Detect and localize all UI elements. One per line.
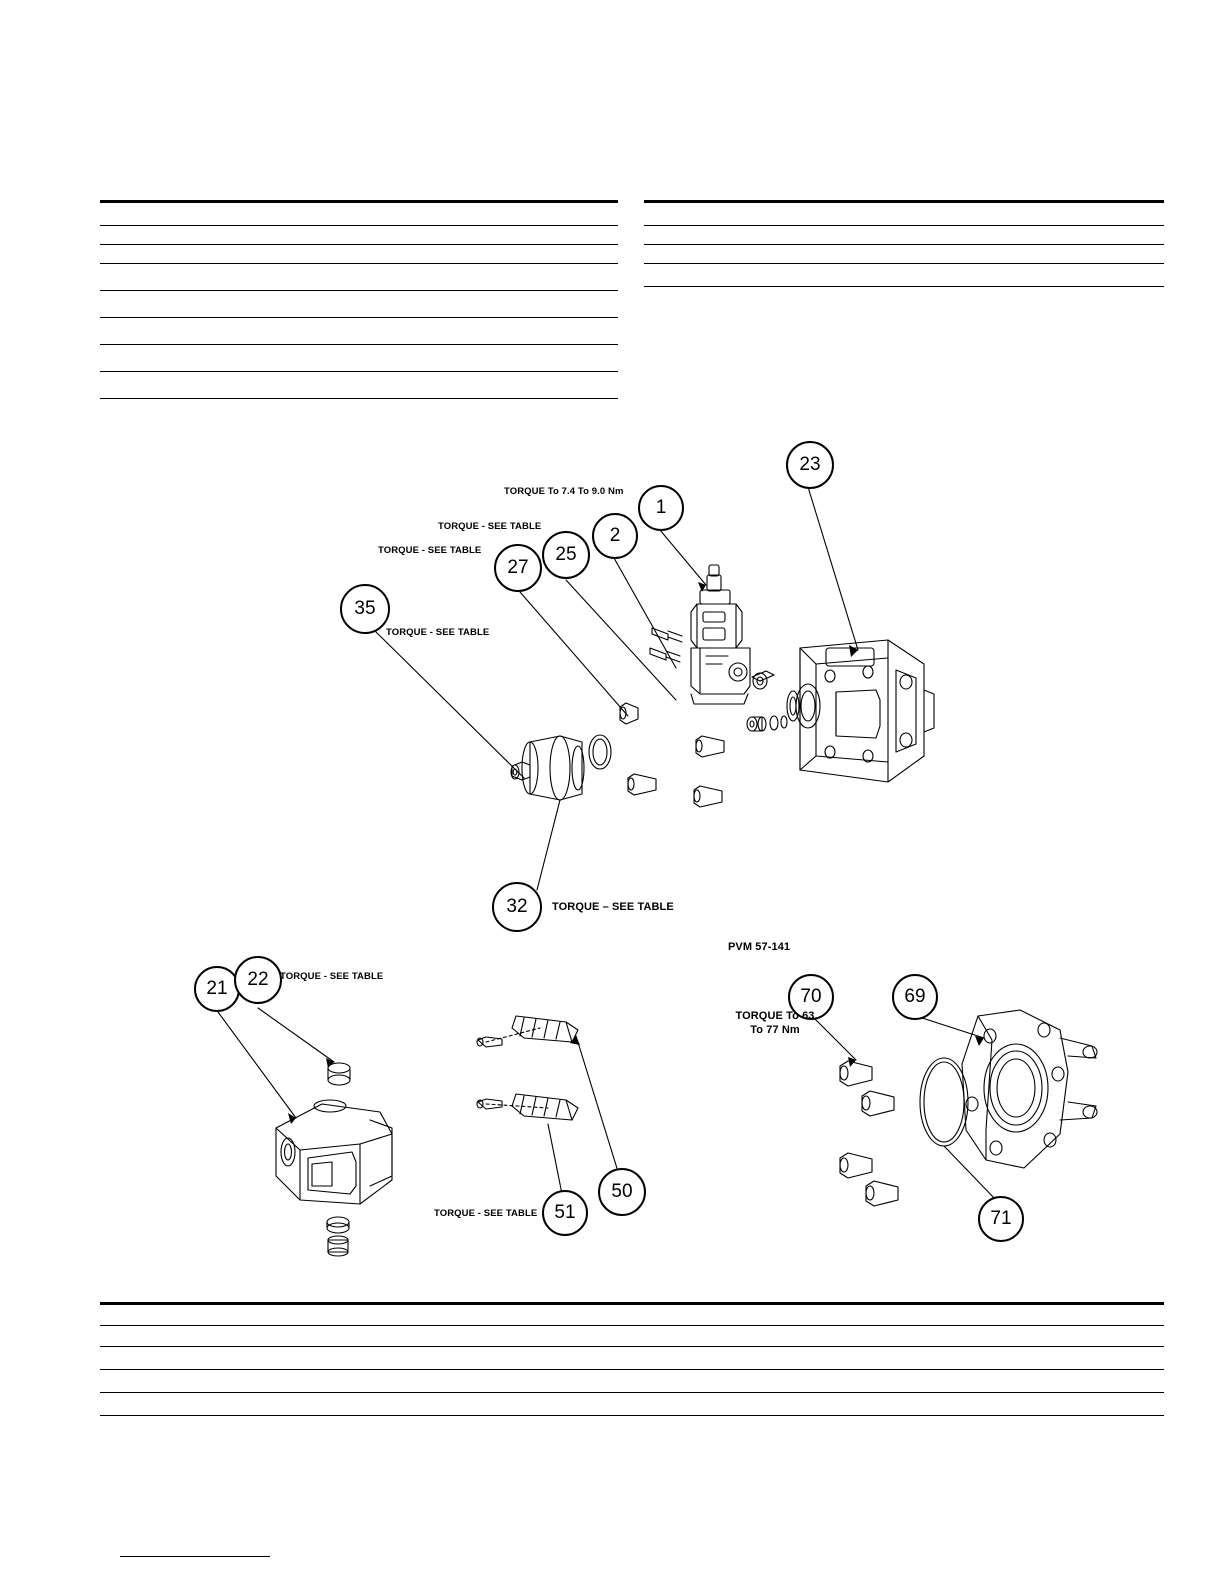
part-screw [620,703,638,724]
table-row [100,291,618,317]
leader-line [576,1036,620,1178]
table-row [644,203,1164,225]
callout-23 [786,441,834,489]
table-bottom-border [100,398,618,399]
note-torque-see-table-25: TORQUE - SEE TABLE [438,521,542,532]
leader-line [548,1124,562,1194]
callout-label: 50 [611,1181,633,1202]
callout-label: 32 [506,896,528,917]
table-row [100,372,618,398]
callout-2 [592,513,638,559]
callout-1 [638,485,684,531]
table-bottom-border [100,1415,1164,1416]
callout-label: 71 [990,1208,1012,1229]
callout-label: 2 [609,525,621,546]
part-screw [628,774,656,795]
part-bolt-70 [866,1181,898,1206]
note-torque-see-table-35: TORQUE - SEE TABLE [386,627,490,638]
part-end-cover-69 [962,1010,1097,1168]
note-torque-see-table-32: TORQUE – SEE TABLE [552,901,674,913]
part-housing-23 [787,640,934,782]
leader-line [614,558,676,668]
part-o-ring [589,735,611,769]
part-retainer-50 [512,1016,578,1042]
leader-line [258,1008,334,1062]
table-row [644,245,1164,263]
callout-label: 23 [799,454,821,475]
part-control-valve [691,565,767,704]
note-torque-63-to-77: TORQUE To 63 To 77 Nm [735,1010,815,1036]
callout-label: 70 [800,986,822,1007]
part-o-ring-71 [920,1058,968,1146]
callout-21 [194,966,240,1012]
callout-32 [492,882,542,932]
table-row [644,264,1164,286]
table-row [644,226,1164,244]
callout-label: 1 [655,497,667,518]
note-torque-7-4-to-9-0: TORQUE To 7.4 To 9.0 Nm [504,486,624,497]
part-washer-22 [328,1063,350,1085]
table-row [100,1326,1164,1346]
table-bottom-border [644,286,1164,287]
top-left-table [100,200,618,399]
table-row [100,1305,1164,1325]
leader-line [520,592,628,716]
bottom-table [100,1302,1164,1416]
part-pin-51 [477,1099,502,1109]
leader-line [374,630,524,778]
part-screw [694,786,722,807]
part-bolt-70 [862,1091,894,1116]
callout-35 [340,584,390,634]
leader-line [944,1146,996,1200]
part-bolt-70 [840,1153,872,1178]
callout-71 [978,1196,1024,1242]
part-retainer-51 [512,1094,578,1120]
note-torque-see-table-22: TORQUE - SEE TABLE [280,971,384,982]
part-housing-21 [276,1100,392,1256]
part-screw [650,648,680,662]
callout-label: 22 [247,969,269,990]
leader-line [486,1104,548,1108]
table-row [100,345,618,371]
callout-label: 27 [507,557,529,578]
callout-label: 51 [554,1202,576,1223]
top-right-table [644,200,1164,287]
callout-label: 35 [354,598,376,619]
callout-50 [598,1168,646,1216]
part-washer [747,716,787,731]
table-row [100,226,618,244]
table-row [100,245,618,263]
part-bolt-70 [840,1061,872,1086]
table-row [100,318,618,344]
leader-line [566,580,676,700]
callout-25 [542,531,590,579]
callout-label: 69 [904,986,926,1007]
callout-51 [542,1190,588,1236]
leader-line [537,800,560,890]
table-row [100,264,618,290]
callout-27 [494,544,542,592]
callout-22 [234,956,282,1004]
part-screw [696,736,724,757]
callout-label: 21 [206,978,228,999]
table-row [100,1393,1164,1415]
table-row [100,1347,1164,1369]
leader-line [660,530,706,585]
table-row [100,1370,1164,1392]
note-model-pvm-57-141: PVM 57-141 [728,941,791,953]
part-plug-cap [511,736,584,800]
note-torque-see-table-51: TORQUE - SEE TABLE [434,1208,538,1219]
footer-mark [120,1556,270,1557]
part-gasket [752,671,774,681]
part-screw [652,628,682,642]
callout-label: 25 [555,544,577,565]
leader-line [218,1012,296,1118]
table-row [100,203,618,225]
leader-line [916,1016,984,1038]
leader-line [808,487,858,650]
callout-69 [892,974,938,1020]
note-torque-see-table-27: TORQUE - SEE TABLE [378,545,482,556]
leader-line [486,1028,540,1042]
part-pin-50 [477,1037,502,1047]
